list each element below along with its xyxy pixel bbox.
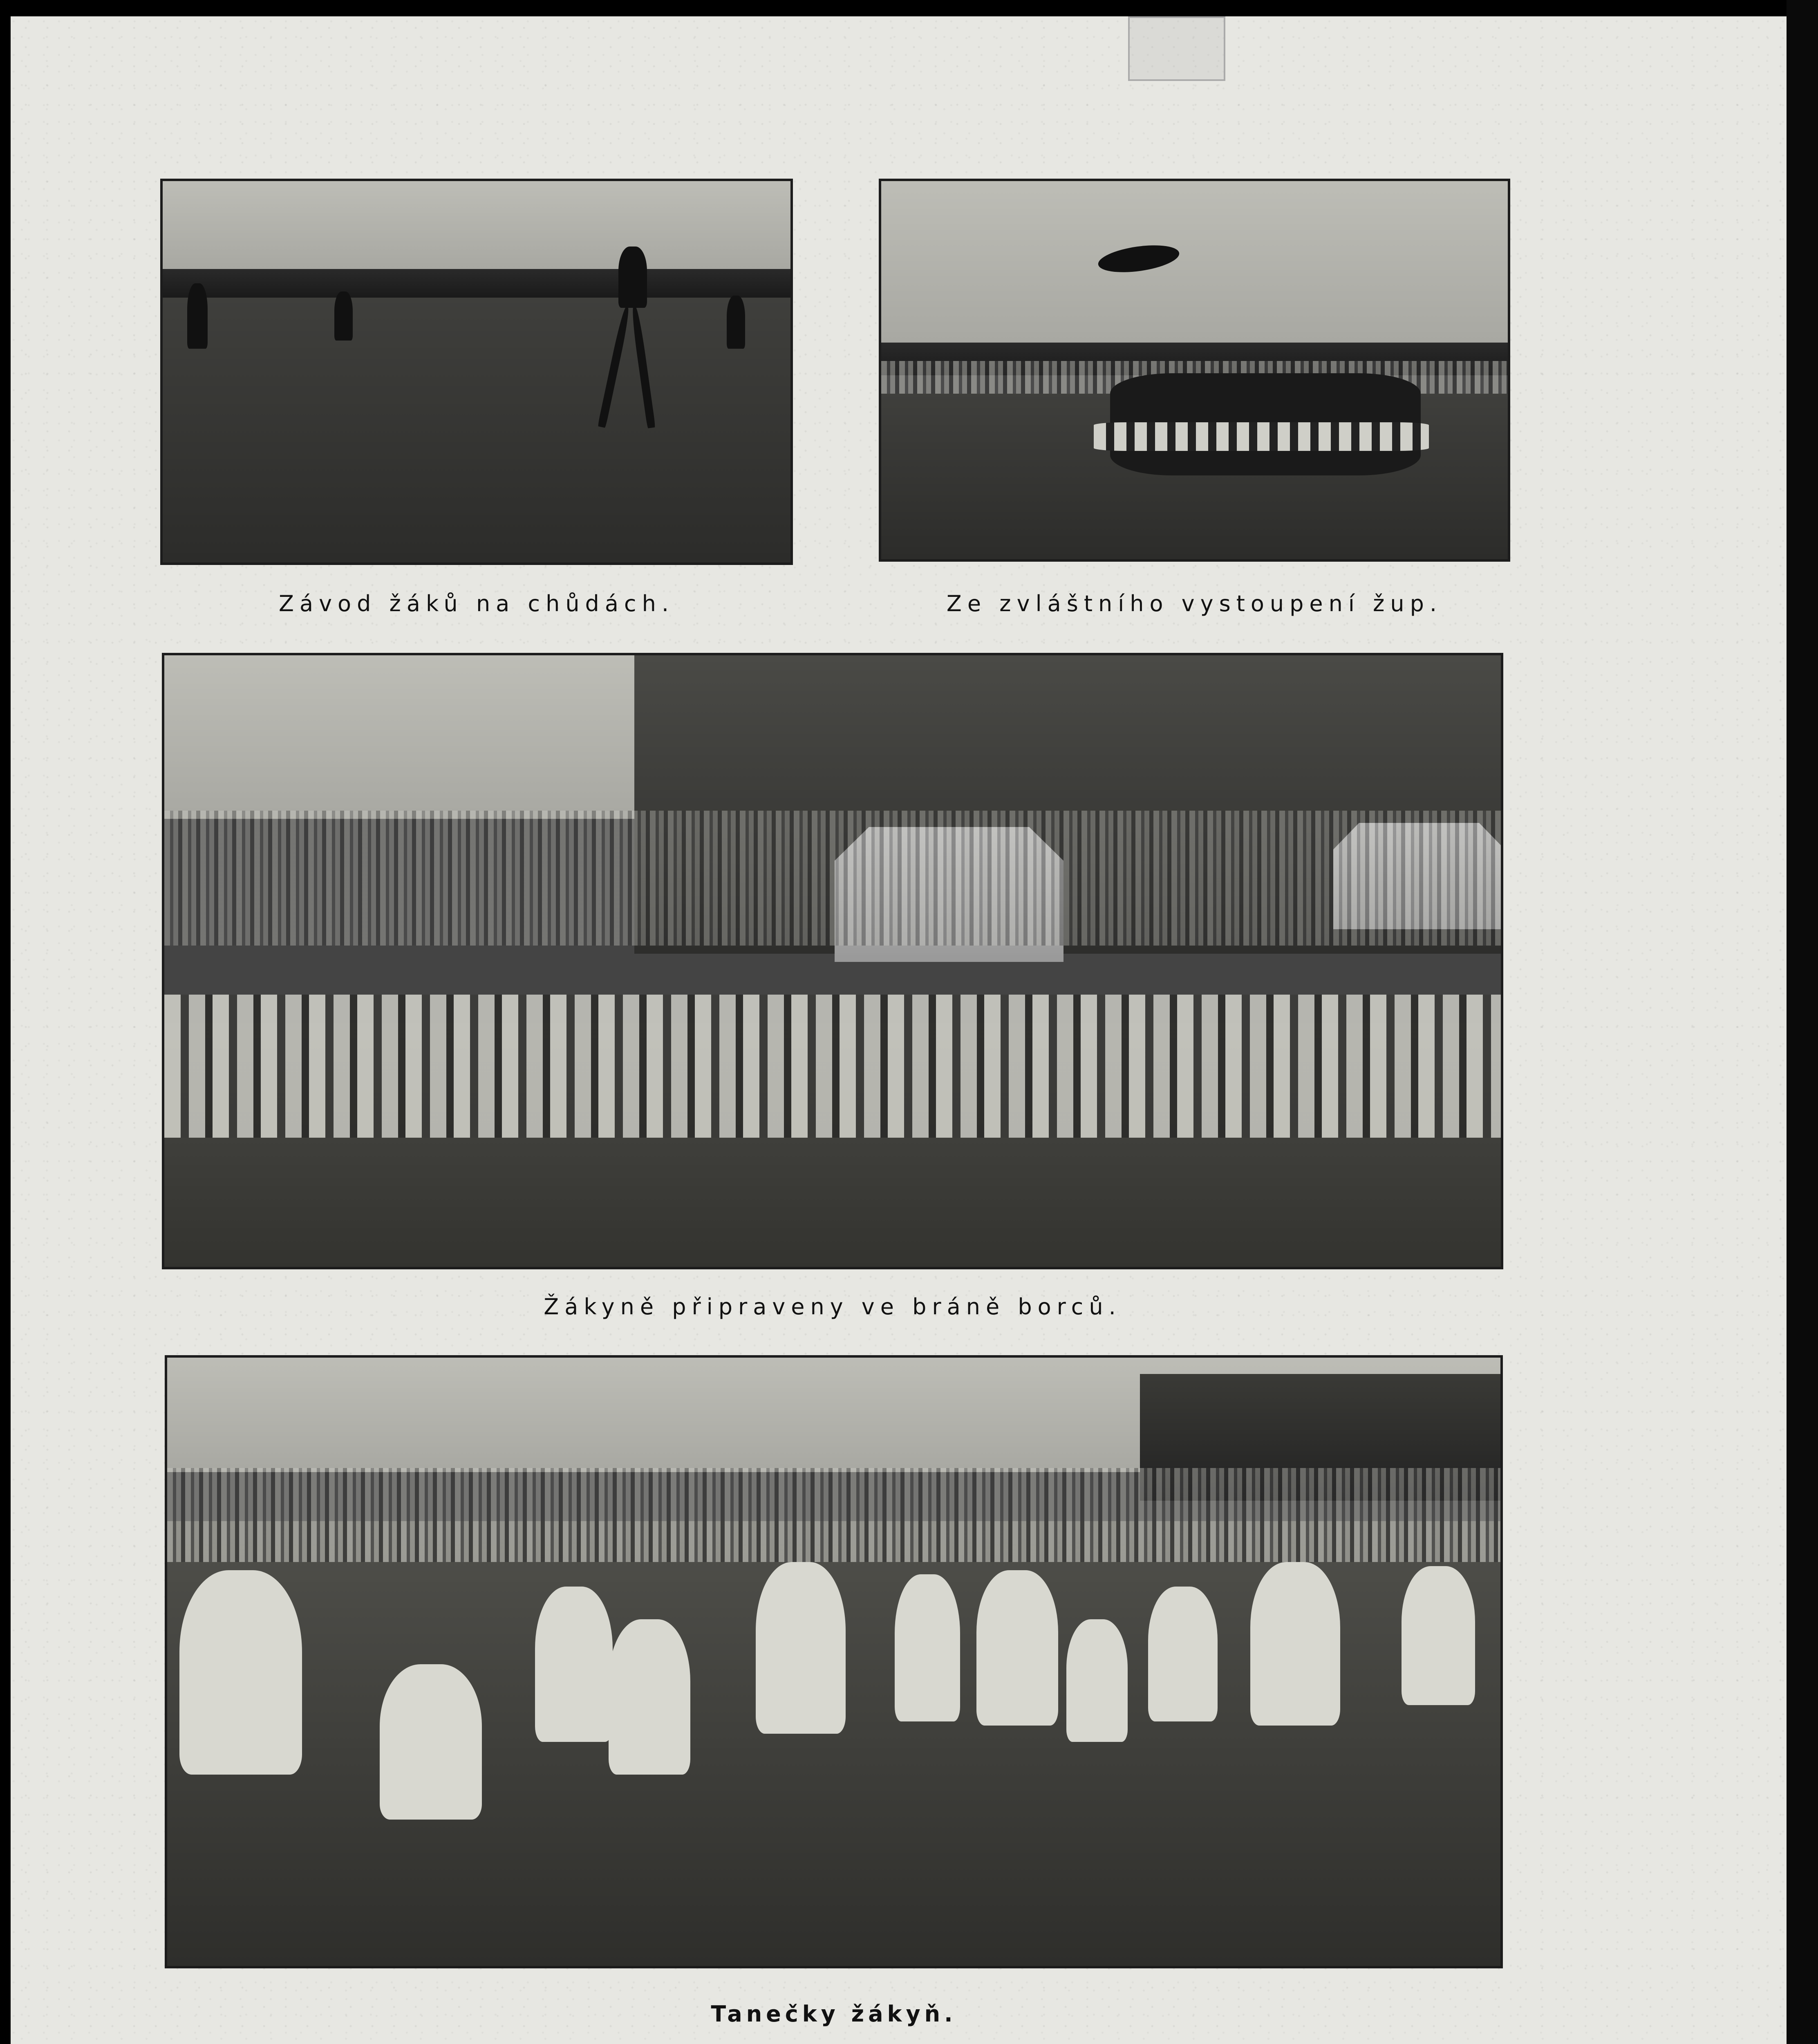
scan-edge [1787, 0, 1818, 2044]
caption-girls-dances: Tanečky žákyň. [711, 2001, 957, 2027]
caption-special-performance: Ze zvláštního vystoupení žup. [946, 591, 1443, 616]
caption-girls-at-gate: Žákyně připraveny ve bráně borců. [544, 1294, 1122, 1320]
caption-stilt-race: Závod žáků na chůdách. [278, 591, 675, 616]
library-stamp [1128, 16, 1225, 81]
photo-special-performance [879, 179, 1510, 562]
photo-girls-dances [165, 1355, 1503, 1968]
photo-girls-at-gate [162, 653, 1503, 1269]
photo-stilt-race [160, 179, 793, 565]
